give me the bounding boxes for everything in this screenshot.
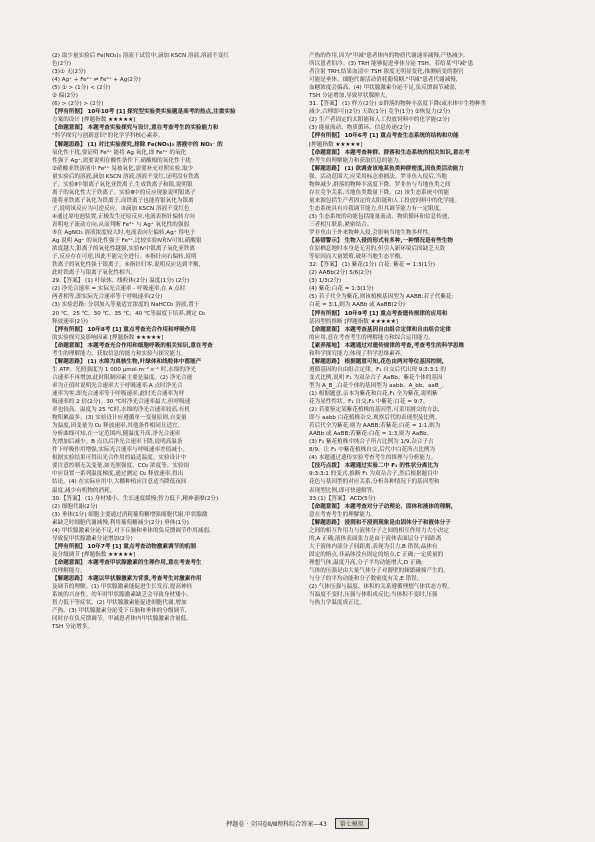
text-line: 物种减少,群落的物种丰富度下降。罗非鱼与当地鱼类之间	[309, 181, 451, 188]
text-line: 可能是垂体。细胞代谢活动消耗葡萄糖,"甲减"患者代谢减慢,	[309, 77, 458, 84]
text-line: [押题指数 ★★★★★]	[309, 141, 363, 148]
text-line: 当温度不变时,压强与体积成反比;当体积不变时,压强	[309, 592, 438, 599]
text-line: 生 ATP。光照强度为 1 000 μmol·m⁻²·s⁻¹ 时,水绵的净光	[52, 366, 197, 373]
footer-badge: 第七模拟	[335, 818, 369, 829]
text-line: 【命题意图】 本题考查甲状腺激素的生理作用,意在考查考生	[52, 559, 202, 566]
text-line: 变式比例,说明 F₁ 为双杂合子 AaBb。紫花个体的基因	[309, 374, 443, 381]
text-line: 铁离子的氧化性强于银离子。⑥指针归零,说明反应达到平衡,	[52, 262, 201, 269]
text-line: 8/9。让 F₂ 中紫花植株自交,后代中白花所占比例为	[309, 447, 436, 454]
text-line: 根据实验结果可得出光合作用的最适温度。实验设计中	[52, 455, 187, 462]
text-line: TSH 分泌增加,导致甲状腺肿大。	[309, 93, 391, 100]
text-line: 子,说明该反应为可逆反应。③滴加 KSCN 溶液不变红色	[52, 205, 190, 212]
text-line: 基因型的推断 [押题指数 ★★★★★]	[309, 318, 398, 325]
text-line: 吸速率的 2 倍(2分)。30 ℃时净光合速率最大,但呼吸速	[52, 399, 191, 406]
text-line: 【解题思路】 (1) 水绵为真核生物,叶绿体和线粒体中都能产	[52, 358, 202, 365]
text-line: 的实验探究及影响因素 [押题指数 ★★★★★]	[52, 334, 164, 341]
text-line: 浓度越大,银离子的氧化性越强,实验Ⅳ中银离子氧化亚铁离	[52, 246, 195, 253]
text-line: 物积累最多。(3) 实验设计应遵循单一变量原则,自变量	[52, 415, 187, 422]
text-line: 意在考查考生的理解能力。	[309, 511, 377, 518]
text-line: 固定的熔点,非晶体没有固定的熔点,C 正确;一定质量的	[309, 551, 444, 558]
text-line: 方案的设计 [押题指数 ★★★★★]	[52, 117, 136, 124]
text-line: 释放速率(2分)	[52, 318, 88, 325]
text-line: (4) 本题通过遗传实验考查考生的推理与分析能力。	[309, 455, 437, 462]
text-line: TSH 分泌增多。	[52, 624, 93, 631]
text-line: 子。实验Ⅱ中银离子氧化亚铁离子,生成铁离子和银,说明银	[52, 181, 193, 188]
text-line: 三者相互联系,紧密结合。	[309, 221, 373, 228]
text-line: (5) 若子代全为紫花,则该植株基因型为 AABB;若子代紫花:	[309, 294, 454, 301]
text-line: 的理解能力。	[52, 568, 86, 574]
text-line: (2) 若要鉴定某紫花植株的基因型,可采用测交的方法,	[309, 407, 440, 414]
text-line: 率为正值时说明光合速率大于呼吸速率,A 点时净光合	[52, 382, 183, 389]
text-line: 所以患者怕冷。(3) TRH 能够促进垂体分泌 TSH。若给某"甲减"患	[309, 61, 474, 68]
text-line: 合速率不再增加,此时限制因素主要是温度。(2) 净光合速	[52, 374, 193, 381]
text-line: 素缺乏时细胞代谢减慢,利用葡萄糖减少(2分) 垂体(1分)	[52, 519, 189, 526]
text-line: 在原栖息地时本身是无害的,但引入新环境后因缺乏天敌	[309, 246, 446, 253]
text-line: 减少,合理即可)(2分) 天敌(1分) 竞争(1分) ②恢复力(2分)	[309, 109, 451, 116]
text-line: Ag 说明 Ag⁺ 的氧化性强于 Fe³⁺,比较实验Ⅳ和Ⅴ可知,硝酸银	[52, 238, 202, 245]
text-line: 【素养落地】 本题通过对遗传规律的考查,考查考生的科学思维	[309, 342, 465, 349]
text-line: 【押有所据】 10年7考 [1] 重点考查动物激素调节的机制	[52, 543, 196, 550]
text-line: (2) 取少量实验后 Fe(NO₃)₃ 溶液于试管中,滴加 KSCN 溶液,溶液不变红	[52, 53, 229, 59]
text-line: (3)① 无(2分)	[52, 69, 86, 76]
text-line: 之间的相互作用力与液体分子之间的相互作用力大小决定	[309, 527, 449, 534]
text-line: 【押有所据】 10年6考 [1] 重点考查生态系统的结构和功能	[309, 133, 459, 140]
text-line: 若后代全为紫花,则为 AABB;若紫花:白花 = 1:1,则为	[309, 423, 441, 430]
text-line: (3) 1/3(2分)	[309, 278, 342, 285]
text-line: 【命题意图】 本题考查对分子动理论、固体和液体的理解,	[309, 503, 453, 510]
text-line: 及分级调节 [押题指数 ★★★★★]	[52, 551, 136, 558]
text-line: (6) > (2分) > (2分)	[52, 101, 104, 108]
text-line: 9:3:3:1 的变式,推断 F₁ 为双杂合子,然后根据题目中	[309, 471, 439, 478]
text-line: 氧化性干扰,要证明 Fe³⁺ 能将 Ag 氧化,即 Fe³⁺ 的氧化	[52, 149, 187, 156]
text-line: (3) 实验思路: 分别加入等量适宜浓度的 NaHCO₃ 溶液,置于	[52, 302, 200, 309]
text-line: (4) 甲状腺激素分泌不足,对下丘脑和垂体的负反馈调节作用减弱,	[52, 527, 211, 534]
text-line: 先增加后减少。B 点以后净光合速率下降,说明高温条	[52, 439, 183, 446]
text-line: (2) 气体压强与温度、体积的关系遵循理想气体状态方程。	[309, 584, 453, 591]
text-line: (3) 能量流动、物质循环、信息传递(2分)	[309, 125, 411, 132]
text-line: 中应设置一系列温度梯度,通过测定 O₂ 释放速率,得出	[52, 471, 184, 478]
page-footer	[0, 818, 595, 832]
text-line: 气体的压强是由大量气体分子对器壁的频繁碰撞产生的,	[309, 568, 446, 574]
text-line: 【解题思路】 (1) 欲调查该地某鱼类种群密度,因鱼类活动能力	[309, 165, 464, 172]
text-line: 量实验后的溶液,滴加 KSCN 溶液,溶液不变红,证明没有铁离	[52, 173, 200, 180]
text-line: 【解题思路】 本题以甲状腺激素为背景,考查考生对激素作用	[52, 576, 202, 583]
text-line: 温度,减少有机物的消耗。	[52, 487, 116, 494]
text-line: 【技巧点拨】 本题通过实验二中 F₁ 的性状分离比为	[309, 463, 439, 470]
text-line: 的,A 正确;液体表面张力是由于液体表面层分子间距离	[309, 535, 442, 542]
text-line: 32.【答案】 (1) 紫花(1分) 白花: 紫花 = 1:3(1分)	[309, 262, 436, 269]
text-line: 遵循基因的自由组合定律。F₁ 自交后代出现 9:3:3:1 的	[309, 366, 446, 373]
text-line: 两者相等,即实际光合速率等于呼吸速率(2分)	[52, 294, 163, 301]
text-line: 【解题思路】 浸润和不浸润现象是由固体分子和液体分子	[309, 519, 451, 526]
text-line: 色(2分)	[52, 61, 72, 68]
text-line: 件下呼吸作用增强,实际光合速率与呼吸速率差值减小。	[52, 447, 189, 454]
text-line: 【解题思路】 根据题意可知,花色由两对等位基因控制,	[309, 358, 444, 365]
text-line: 【命题意图】 本题考查种群、群落和生态系统的相关知识,意在考	[309, 149, 470, 156]
text-line: 结论。(4) 在实际应用中,大棚种植应注意适当降低夜间	[52, 479, 187, 486]
text-line: 【押有所据】 10年8考 [1] 重点考查光合作用和呼吸作用	[52, 326, 196, 333]
text-line: 产热的作用,因为"甲减"患者体内的物质代谢速率减慢,产热减少,	[309, 53, 465, 59]
text-line: 33.(1)【答案】 ACD(5分)	[309, 495, 376, 502]
text-line: 同时存在负反馈调节。甲减患者体内甲状腺激素含量低,	[52, 616, 189, 623]
text-line: 速率为零,即光合速率等于呼吸速率,此时光合速率为呼	[52, 390, 185, 397]
text-line: 白花 = 3:1,则为 AABb 或 AaBB(2分)	[309, 302, 405, 309]
text-line: 此时铁离子与银离子氧化性相当。	[52, 270, 136, 277]
text-line: 和科学探究能力,体现了科学思维素养。	[309, 350, 406, 357]
text-line: 29.【答案】 (1) 叶绿体、线粒体(2分) 温度(1分) (2分)	[52, 278, 190, 285]
text-line: 罗非鱼由于外来物种入侵,会影响当地生物多样性。	[309, 230, 434, 237]
text-line: 型为 A_B_,白花个体的基因型为 aabb、A_bb、aaB_。	[309, 382, 448, 389]
text-line: (3) F₂ 紫花植株中纯合子所占比例为 1/9,杂合子占	[309, 439, 434, 446]
text-line: 产热。(3) 甲状腺激素分泌受下丘脑和垂体的分级调节,	[52, 608, 187, 615]
text-line: 【命题意图】 本题考查实验探究与设计,意在考查考生的实验能力和	[52, 125, 219, 132]
text-line: 【押有所据】 10年10考 [1] 探究型实验类实验题是高考的热点,注重实验	[52, 109, 236, 116]
text-line: 考生的理解能力、获取信息的能力和实验与探究能力。	[52, 350, 187, 357]
text-line: 强、活动范围大,应采用标志重捕法。罗非鱼入侵后,当地	[309, 173, 447, 180]
text-line: (1) 根据题意,亲本为紫花和白花,F₁ 全为紫花,说明紫	[309, 390, 438, 397]
text-line: 的应用,意在考查考生的理解能力和综合运用能力。	[309, 334, 434, 341]
text-line: ⑤在 AgNO₃ 溶液浓度较大时,电流表向左偏转,Ag⁺ 得电子	[52, 230, 196, 237]
text-line: (2) AABb(2分) 5/6(2分)	[309, 270, 372, 277]
text-line: 【易错警示】 生物入侵的形式有多种,一种情况是有些生物	[309, 238, 453, 245]
text-line: 分析曲线可知,在一定范围内,随温度升高,净光合速率	[52, 431, 181, 438]
text-line: (2) 细胞代谢(2分)	[52, 503, 98, 510]
text-line: 为温度,因变量为 O₂ 释放速率,其他条件相同且适宜。	[52, 423, 184, 430]
left-column	[52, 52, 316, 830]
text-line: 表明电子流动方向,从而判断 Fe³⁺ 与 Ag⁺ 氧化性的强弱	[52, 221, 190, 228]
text-line: 查考生的理解能力和获取信息的能力。	[309, 157, 405, 164]
text-line: ② 偏(2分)	[52, 93, 78, 100]
text-line: 生态系统具有自我调节能力,但其调节能力有一定限度。	[309, 205, 446, 212]
footer-title: 押题卷 · 全国卷Ⅱ/Ⅲ理科综合答案—43	[226, 821, 327, 828]
text-line: 子,反应存在可逆,因此不能完全进行。⑥指针向右偏转,说明	[52, 254, 197, 261]
text-line: 性强于 Ag⁺,需要说明在酸性条件下,硝酸根的氧化性干扰	[52, 157, 191, 164]
text-line: 血糖浓度会偏高。(4) 甲状腺激素分泌不足,负反馈调节减弱,	[309, 85, 457, 92]
text-line: 与分子的平均动能和分子数密度有关,E 错误。	[309, 576, 423, 583]
text-line: 导致促甲状腺激素分泌增加(2分)	[52, 535, 133, 542]
text-line: 【命题意图】 本题考查光合作用和细胞呼吸的相关知识,意在考查	[52, 342, 213, 349]
text-line: 及调节的理解。(1) 甲状腺激素能促进生长发育,提高神经	[52, 584, 193, 591]
text-line: (4) 紫花:白花 = 1:3(1分)	[309, 286, 374, 293]
text-line: 【命题意图】 本题考查基因自由组合定律和自由组合定律	[309, 326, 451, 333]
text-line: 系统的兴奋性。幼年时甲状腺激素缺乏会导致身材矮小、	[52, 592, 192, 599]
text-line: 大于液体内部分子间距离,表现为引力,B 错误;晶体有	[309, 543, 438, 550]
text-line: (3) 垂体(1分) 细胞主要通过消耗葡萄糖增强细胞代谢,甲状腺激	[52, 511, 208, 518]
text-line: 存在竞争关系,当地鱼类数量下降。(2) 该生态系统中的能	[309, 189, 450, 196]
text-line: (5) ① > (1分) < (2分)	[52, 85, 111, 92]
text-line: "科学探究与创新意识"的化学学科核心素养。	[52, 133, 164, 140]
text-line: (3) 生态系统的功能包括能量流动、物质循环和信息传递,	[309, 213, 450, 220]
text-line: 即与 aabb 白花植株杂交,观察后代的表现型及比例。	[309, 415, 441, 422]
right-column	[309, 52, 573, 830]
text-line: (2) 生产者固定的太阳能和人工投放饲料中的化学能(2分)	[309, 117, 450, 124]
text-line: 【解题思路】 (1) 对比实验探究,排除 Fe(NO₃)₃ 溶液中的 NO₃⁻ 的	[52, 141, 223, 148]
text-line: 花色与基因型的对应关系,分析各种情况下的基因型和	[309, 479, 440, 486]
text-line: AABb 或 AaBB;若紫花:白花 = 1:3,则为 AaBb。	[309, 431, 433, 438]
text-line: 表现型比例,即可快速解答。	[309, 487, 378, 494]
text-line: 【押有所据】 10年9考 [1] 重点考查遗传规律的应用和	[309, 310, 448, 317]
text-line: ④通过原电池装置,正极发生还原反应,电流表指针偏转方向	[52, 213, 195, 220]
text-line: 要注意控制无关变量,如光照强度、CO₂ 浓度等。实验组	[52, 463, 190, 470]
text-line: ②硝酸亚铁溶液中 Fe²⁺ 易被氧化,需要补充对照实验,取少	[52, 165, 194, 172]
text-line: 率也较高。温度为 25 ℃时,水绵的净光合速率较高,有机	[52, 407, 190, 414]
text-line: 与热力学温度成正比。	[309, 600, 365, 607]
text-line: (4) Ag⁺ + Fe²⁺ ⇌ Fe³⁺ + Ag(2分)	[52, 77, 141, 84]
text-line: 20 ℃、25 ℃、30 ℃、35 ℃、40 ℃等温度下培养,测定 O₂	[52, 310, 206, 317]
text-line: 智力低下等症状。(2) 甲状腺激素能促进细胞代谢,增加	[52, 600, 187, 607]
text-line: 30.【答案】 (1) 身材矮小、生长速度缓慢;智力低下,精神萎靡(2分)	[52, 495, 219, 502]
text-line: 等原因而大量繁殖,破坏当地生态平衡。	[309, 254, 406, 261]
text-line: 者注射 TRH,结果血清中 TSH 浓度无明显变化,推测病变的器官	[309, 69, 464, 76]
text-line: 能将亚铁离子氧化为铁离子,而铁离子也能将银氧化为银离	[52, 197, 194, 204]
text-line: 花为显性性状。F₁ 自交,F₂ 中紫花:白花 = 9:7。	[309, 399, 429, 406]
text-line: 31.【答案】 (1) 样方(2分) ①群落的物种丰富度下降(或水体中生物种类	[309, 101, 487, 108]
text-line: 离子的氧化性大于铁离子。实验Ⅲ中的反应现象说明银离子	[52, 189, 196, 196]
text-line: (2) 净光合速率 = 实际光合速率 - 呼吸速率,在 A 点时	[52, 286, 186, 293]
text-line: 量来源包括生产者固定的太阳能和人工投放饲料中的化学能。	[309, 197, 461, 204]
text-line: 理想气体,温度升高,分子平均动能增大,D 正确;	[309, 559, 423, 566]
